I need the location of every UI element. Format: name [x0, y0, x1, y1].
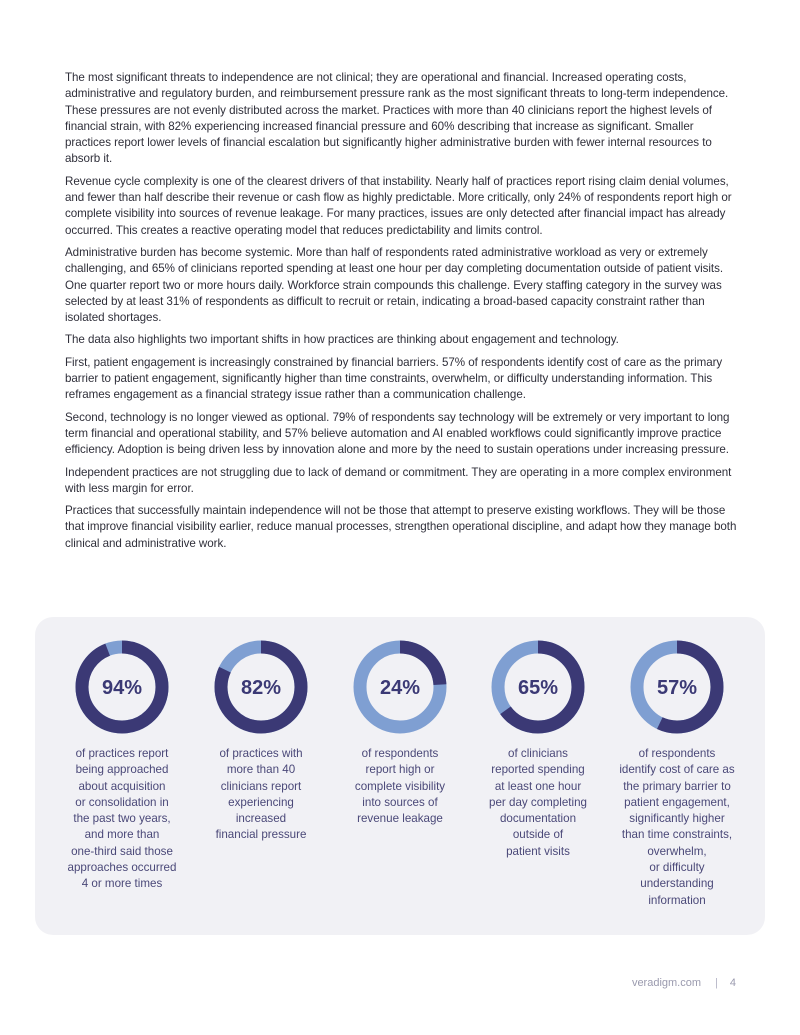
paragraph: Administrative burden has become systemic. More than half of respondents rated administrative workload as very or extremely challenging, and 65% of clinicians reported spending at least one hour per day completing documentation outside of patient visits. One quarter report two or more hours daily. Workforce strain compounds this challenge. Every staffing category in the survey was selected by at least 31% of respondents as difficult to recruit or retain, indicating a broad-based capacity constraint rather than isolated shortages.	[65, 245, 723, 325]
stat-caption	[612, 746, 742, 909]
stat-caption-line: information	[648, 893, 706, 907]
stat-caption-line: report high or	[365, 763, 435, 777]
stat-caption-line: about acquisition	[78, 779, 166, 793]
stat-caption	[473, 746, 603, 860]
stat-caption-line: complete visibility	[354, 779, 446, 793]
stat-card	[473, 639, 603, 860]
stat-caption-line: per day completing	[489, 795, 587, 809]
paragraph: Revenue cycle complexity is one of the clearest drivers of that instability. Nearly half of practices report rising claim denial volumes, and fewer than half describe their revenue or cash flow as highly predictable. More critically, only 24% of respondents report high or complete visibility into sources of revenue leakage. For many practices, issues are only detected after financial impact has already occurred. This creates a reactive operating model that reduces predictability and limits control.	[65, 174, 732, 237]
stat-card	[612, 639, 742, 909]
stat-caption-line: of clinicians	[508, 747, 568, 760]
stat-percent: 57%	[656, 677, 698, 699]
donut-chart	[490, 639, 586, 735]
stat-percent: 65%	[517, 677, 559, 699]
stat-caption	[335, 746, 465, 827]
footer-site: veradigm.com	[631, 977, 702, 989]
stat-caption-line: at least one hour	[494, 779, 582, 793]
stat-caption-line: revenue leakage	[357, 812, 443, 826]
page-footer	[632, 977, 736, 989]
stat-caption-line: more than 40	[226, 763, 296, 777]
stat-percent: 82%	[240, 677, 282, 699]
stat-caption-line: patient visits	[506, 844, 570, 858]
paragraph: First, patient engagement is increasingly constrained by financial barriers. 57% of respondents identify cost of care as the primary barrier to patient engagement, significantly higher than time constraints, overwhelm, or difficulty understanding information. This reframes engagement as a financial strategy issue rather than a communication challenge.	[65, 355, 723, 402]
paragraph: Second, technology is no longer viewed as optional. 79% of respondents say technology will be extremely or very important to long term financial and operational stability, and 57% believe automation and AI enabled workflows could significantly improve practice efficiency. Adoption is being driven less by innovation alone and more by the need to sustain operations under increasing pressure.	[65, 410, 730, 457]
stat-percent: 94%	[101, 677, 143, 699]
stat-card	[57, 639, 187, 893]
stat-caption	[196, 746, 326, 844]
paragraph: The data also highlights two important shifts in how practices are thinking about engagement and technology.	[65, 333, 619, 347]
stat-caption-line: understanding	[640, 877, 714, 891]
stat-card	[196, 639, 326, 844]
stat-card	[335, 639, 465, 827]
paragraph: Independent practices are not struggling due to lack of demand or commitment. They are operating in a more complex environment with less margin for error.	[65, 465, 732, 495]
stat-caption-line: the past two years,	[73, 812, 171, 826]
stat-caption-line: overwhelm,	[647, 844, 707, 858]
stat-caption-line: of respondents	[638, 747, 716, 760]
stat-caption-line: of practices report	[75, 747, 169, 760]
footer-separator: |	[715, 977, 718, 989]
stat-caption-line: patient engagement,	[624, 795, 730, 809]
stat-caption-line: one-third said those	[71, 844, 173, 858]
stat-caption-line: being approached	[75, 763, 169, 777]
stat-caption-line: financial pressure	[215, 828, 307, 842]
stat-caption-line: of practices with	[219, 747, 303, 760]
stat-caption-line: approaches occurred	[67, 861, 177, 875]
stat-caption-line: documentation	[499, 812, 577, 826]
stat-caption-line: than time constraints,	[621, 828, 733, 842]
stat-caption-line: 4 or more times	[81, 877, 163, 891]
stat-caption-line: outside of	[512, 828, 564, 842]
stat-caption-line: significantly higher	[629, 812, 725, 826]
stat-caption-line: into sources of	[362, 795, 438, 809]
donut-chart	[213, 639, 309, 735]
stat-caption-line: or consolidation in	[75, 795, 169, 809]
paragraph: Practices that successfully maintain independence will not be those that attempt to preserve existing workflows. They will be those that improve financial visibility earlier, reduce manual processes, strengthen operational discipline, and adapt how they manage both clinical and administrative work.	[65, 504, 737, 550]
stat-caption-line: reported spending	[491, 763, 585, 777]
stat-caption	[57, 746, 187, 893]
stats-panel	[35, 617, 765, 935]
stat-caption-line: identify cost of care as	[619, 763, 735, 777]
stat-caption-line: the primary barrier to	[623, 779, 731, 793]
stat-caption-line: and more than	[84, 828, 160, 842]
stat-caption-line: increased	[235, 812, 287, 826]
body-text	[65, 70, 737, 558]
donut-chart	[74, 639, 170, 735]
stat-caption-line: experiencing	[228, 795, 294, 809]
donut-chart	[629, 639, 725, 735]
stat-caption-line: clinicians report	[220, 779, 302, 793]
stat-caption-line: of respondents	[361, 747, 439, 760]
paragraph: The most significant threats to independence are not clinical; they are operational and financial. Increased operating costs, administrative and regulatory burden, and reimbursement pressure rank as the most significant threats to long-term independence. These pressures are not evenly distributed across the market. Practices with more than 40 clinicians report the highest levels of financial strain, with 82% experiencing increased financial pressure and 60% describing that increase as significant. Smaller practices report lower levels of financial escalation but significantly higher administrative burden with fewer internal resources to absorb it.	[65, 71, 729, 166]
page-number: 4	[729, 977, 736, 989]
stat-percent: 24%	[379, 677, 421, 699]
stat-caption-line: or difficulty	[649, 861, 705, 875]
donut-chart	[352, 639, 448, 735]
